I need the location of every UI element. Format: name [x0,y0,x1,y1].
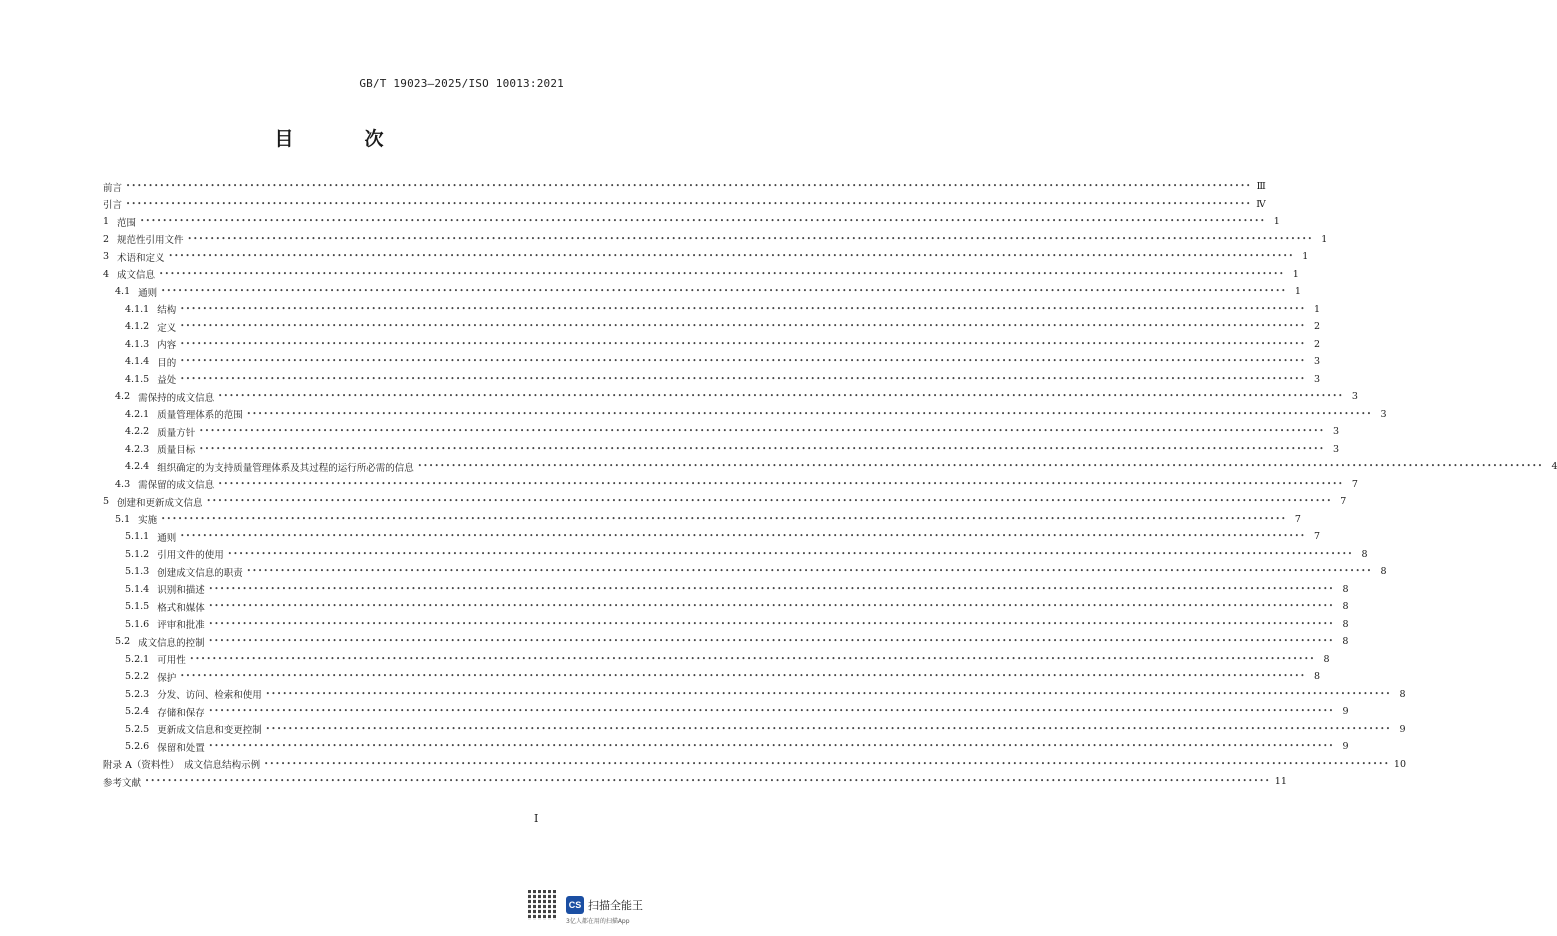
toc-entry-page: 9 [1342,706,1349,718]
toc-entry-number: 5.2.5 [125,723,150,735]
dot-leader: •••••••••••••••••••••••••••••••••••••••••••••••••••••••••••••••••••••••••••••••••••••••••••••••••••••••••••••••••••••••••••••••••••••••••••••••••••••••••••••••••••••••••••••••••••••••••••••••••••••••• [126,182,1252,191]
dot-leader: •••••••••••••••••••••••••••••••••••••••••••••••••••••••••••••••••••••••••••••••••••••••••••••••••••••••••••••••••••••••••••••••••••••••••••••••••••••••••••••••••••••••••••••••••••••••••••••••••••••••• [218,392,1344,401]
dot-leader: •••••••••••••••••••••••••••••••••••••••••••••••••••••••••••••••••••••••••••••••••••••••••••••••••••••••••••••••••••••••••••••••••••••••••••••••••••••••••••••••••••••••••••••••••••••••••••••••••••••••• [208,742,1335,751]
dot-leader: •••••••••••••••••••••••••••••••••••••••••••••••••••••••••••••••••••••••••••••••••••••••••••••••••••••••••••••••••••••••••••••••••••••••••••••••••••••••••••••••••••••••••••••••••••••••••••••••••••••••• [208,602,1335,611]
toc-entry[interactable] [103,336,1320,354]
dot-leader: •••••••••••••••••••••••••••••••••••••••••••••••••••••••••••••••••••••••••••••••••••••••••••••••••••••••••••••••••••••••••••••••••••••••••••••••••••••••••••••••••••••••••••••••••••••••••••••••••••••••• [218,479,1344,488]
dot-leader: •••••••••••••••••••••••••••••••••••••••••••••••••••••••••••••••••••••••••••••••••••••••••••••••••••••••••••••••••••••••••••••••••••••••••••••••••••••••••••••••••••••••••••••••••••••••••••••••••••••••• [180,339,1306,348]
dot-leader: •••••••••••••••••••••••••••••••••••••••••••••••••••••••••••••••••••••••••••••••••••••••••••••••••••••••••••••••••••••••••••••••••••••••••••••••••••••••••••••••••••••••••••••••••••••••••••••••••••••••• [180,672,1306,681]
camscanner-logo-icon: CS [566,896,584,914]
dot-leader: •••••••••••••••••••••••••••••••••••••••••••••••••••••••••••••••••••••••••••••••••••••••••••••••••••••••••••••••••••••••••••••••••••••••••••••••••••••••••••••••••••••••••••••••••••••••••••••••••••••••• [180,357,1306,366]
toc-entry[interactable] [103,196,1266,214]
dot-leader: •••••••••••••••••••••••••••••••••••••••••••••••••••••••••••••••••••••••••••••••••••••••••••••••••••••••••••••••••••••••••••••••••••••••••••••••••••••••••••••••••••••••••••••••••••••••••••••••••••••••• [227,549,1354,558]
dot-leader: •••••••••••••••••••••••••••••••••••••••••••••••••••••••••••••••••••••••••••••••••••••••••••••••••••••••••••••••••••••••••••••••••••••••••••••••••••••••••••••••••••••••••••••••••••••••••••••••••••••••• [246,567,1373,576]
toc-entry-number: 5.2.6 [125,741,150,753]
toc-entry[interactable] [103,266,1299,284]
toc-entry-label: 分发、访问、检索和使用 [157,690,262,702]
scanner-tagline: 3亿人都在用的扫描App [566,918,630,925]
toc-entry-label: 成文信息 [117,270,156,282]
toc-entry[interactable] [103,213,1280,231]
toc-entry[interactable] [103,546,1368,564]
toc-entry-label: 创建和更新成文信息 [117,497,203,509]
toc-entry-page: 8 [1313,671,1320,683]
toc-entry-number: 5.2.4 [125,706,150,718]
dot-leader: •••••••••••••••••••••••••••••••••••••••••••••••••••••••••••••••••••••••••••••••••••••••••••••••••••••••••••••••••••••••••••••••••••••••••••••••••••••••••••••••••••••••••••••••••••••••••••••••••••••••• [199,444,1325,453]
toc-entry[interactable] [103,441,1339,459]
dot-leader: •••••••••••••••••••••••••••••••••••••••••••••••••••••••••••••••••••••••••••••••••••••••••••••••••••••••••••••••••••••••••••••••••••••••••••••••••••••••••••••••••••••••••••••••••••••••••••••••••••••••• [189,654,1316,663]
dot-leader: •••••••••••••••••••••••••••••••••••••••••••••••••••••••••••••••••••••••••••••••••••••••••••••••••••••••••••••••••••••••••••••••••••••••••••••••••••••••••••••••••••••••••••••••••••••••••••••••••••••••• [208,637,1335,646]
toc-entry-page: 2 [1313,338,1320,350]
dot-leader: •••••••••••••••••••••••••••••••••••••••••••••••••••••••••••••••••••••••••••••••••••••••••••••••••••••••••••••••••••••••••••••••••••••••••••••••••••••••••••••••••••••••••••••••••••••••••••••••••••••••• [180,532,1306,541]
toc-entry-number: 4.1.1 [125,303,150,315]
dot-leader: •••••••••••••••••••••••••••••••••••••••••••••••••••••••••••••••••••••••••••••••••••••••••••••••••••••••••••••••••••••••••••••••••••••••••••••••••••••••••••••••••••••••••••••••••••••••••••••••••••••••• [161,287,1287,296]
dot-leader: •••••••••••••••••••••••••••••••••••••••••••••••••••••••••••••••••••••••••••••••••••••••••••••••••••••••••••••••••••••••••••••••••••••••••••••••••••••••••••••••••••••••••••••••••••••••••••••••••••••••• [208,707,1335,716]
toc-entry-page: 10 [1393,758,1407,770]
toc-entry-page: 2 [1313,321,1320,333]
toc-entry[interactable] [103,231,1328,249]
toc-entry-number: 4 [103,268,110,280]
dot-leader: •••••••••••••••••••••••••••••••••••••••••••••••••••••••••••••••••••••••••••••••••••••••••••••••••••••••••••••••••••••••••••••••••••••••••••••••••••••••••••••••••••••••••••••••••••••••••••••••••••••••• [180,304,1306,313]
toc-entry-page: 7 [1313,531,1320,543]
toc-entry[interactable] [103,476,1358,494]
toc-entry-label: 可用性 [157,655,186,667]
page-title: 目 次 [274,128,410,150]
toc-entry-label: 定义 [157,322,177,334]
toc-entry-number: 5.2.2 [125,671,150,683]
toc-entry-number: 5 [103,496,110,508]
toc-entry[interactable] [103,668,1320,686]
toc-entry[interactable] [103,738,1349,756]
toc-entry-number: 5.1 [115,513,131,525]
toc-entry-page: 8 [1342,583,1349,595]
toc-entry-number: 1 [103,216,110,228]
dot-leader: •••••••••••••••••••••••••••••••••••••••••••••••••••••••••••••••••••••••••••••••••••••••••••••••••••••••••••••••••••••••••••••••••••••••••••••••••••••••••••••••••••••••••••••••••••••••••••••••••••••••• [417,462,1544,471]
toc-entry-page: 7 [1351,478,1358,490]
toc-entry-page: 9 [1399,723,1406,735]
toc-entry-page: 9 [1342,741,1349,753]
toc-entry-label: 前言 [103,182,123,194]
toc-entry-label: 需保持的成文信息 [138,392,215,404]
toc-entry-label: 引用文件的使用 [157,550,224,562]
page-number: I [534,812,539,825]
toc-entry[interactable] [103,756,1407,774]
toc-entry-page: 3 [1313,373,1320,385]
toc-entry-page: 3 [1332,426,1339,438]
toc-entry-number: 4.1 [115,286,131,298]
toc-entry-page: Ⅳ [1256,198,1266,210]
qr-code-icon [528,890,558,920]
dot-leader: •••••••••••••••••••••••••••••••••••••••••••••••••••••••••••••••••••••••••••••••••••••••••••••••••••••••••••••••••••••••••••••••••••••••••••••••••••••••••••••••••••••••••••••••••••••••••••••••••••••••• [246,409,1373,418]
toc-entry-number: 4.2.1 [125,408,150,420]
toc-entry-page: 1 [1294,286,1301,298]
dot-leader: •••••••••••••••••••••••••••••••••••••••••••••••••••••••••••••••••••••••••••••••••••••••••••••••••••••••••••••••••••••••••••••••••••••••••••••••••••••••••••••••••••••••••••••••••••••••••••••••••••••••• [265,724,1392,733]
toc-entry-page: 1 [1273,216,1280,228]
toc-entry-page: 3 [1380,408,1387,420]
toc-entry-page: 1 [1292,268,1299,280]
toc-entry-page: 1 [1321,233,1328,245]
dot-leader: •••••••••••••••••••••••••••••••••••••••••••••••••••••••••••••••••••••••••••••••••••••••••••••••••••••••••••••••••••••••••••••••••••••••••••••••••••••••••••••••••••••••••••••••••••••••••••••••••••••••• [265,689,1392,698]
dot-leader: •••••••••••••••••••••••••••••••••••••••••••••••••••••••••••••••••••••••••••••••••••••••••••••••••••••••••••••••••••••••••••••••••••••••••••••••••••••••••••••••••••••••••••••••••••••••••••••••••••••••• [187,234,1314,243]
toc-entry[interactable] [103,651,1330,669]
toc-entry-number: 4.1.3 [125,338,150,350]
toc-entry-number: 4.3 [115,478,131,490]
toc-entry-label: 实施 [138,515,158,527]
toc-entry-page: 8 [1323,653,1330,665]
toc-entry-label: 存储和保存 [157,707,205,719]
dot-leader: •••••••••••••••••••••••••••••••••••••••••••••••••••••••••••••••••••••••••••••••••••••••••••••••••••••••••••••••••••••••••••••••••••••••••••••••••••••••••••••••••••••••••••••••••••••••••••••••••••••••• [180,322,1306,331]
toc-entry-page: 8 [1342,636,1349,648]
toc-entry[interactable] [103,721,1406,739]
toc-entry-label: 评审和批准 [157,620,205,632]
toc-entry[interactable] [103,493,1347,511]
toc-entry-label: 质量管理体系的范围 [157,410,243,422]
toc-entry-number: 2 [103,233,110,245]
toc-entry-page: 8 [1361,548,1368,560]
toc-entry-label: 保护 [157,672,177,684]
toc-entry[interactable] [103,528,1320,546]
toc-entry-label: 需保留的成文信息 [138,480,215,492]
toc-entry-page: 8 [1399,688,1406,700]
toc-entry[interactable] [103,598,1349,616]
toc-entry-page: 7 [1340,496,1347,508]
toc-entry[interactable] [103,581,1349,599]
toc-entry[interactable] [103,563,1387,581]
toc-entry-label: 参考文献 [103,777,142,789]
toc-entry-label: 保留和处置 [157,742,205,754]
toc-entry-number: 4.2.2 [125,426,150,438]
toc-entry-page: 8 [1342,618,1349,630]
toc-entry-page: Ⅲ [1256,181,1266,193]
dot-leader: •••••••••••••••••••••••••••••••••••••••••••••••••••••••••••••••••••••••••••••••••••••••••••••••••••••••••••••••••••••••••••••••••••••••••••••••••••••••••••••••••••••••••••••••••••••••••••••••••••••••• [199,427,1325,436]
toc-entry[interactable] [103,388,1358,406]
toc-entry-page: 1 [1313,303,1320,315]
toc-entry-page: 3 [1332,443,1339,455]
toc-entry-label: 组织确定的为支持质量管理体系及其过程的运行所必需的信息 [157,462,414,474]
toc-entry-page: 3 [1313,356,1320,368]
dot-leader: •••••••••••••••••••••••••••••••••••••••••••••••••••••••••••••••••••••••••••••••••••••••••••••••••••••••••••••••••••••••••••••••••••••••••••••••••••••••••••••••••••••••••••••••••••••••••••••••••••••••• [161,514,1287,523]
toc-entry[interactable] [103,458,1557,476]
toc-entry[interactable] [103,248,1309,266]
toc-entry[interactable] [103,283,1301,301]
toc-entry[interactable] [103,353,1320,371]
table-of-contents [103,178,1557,791]
toc-entry-page: 4 [1551,461,1557,473]
toc-entry-label: 结构 [157,305,177,317]
toc-entry-number: 4.1.4 [125,356,150,368]
toc-entry-label: 范围 [117,217,137,229]
toc-entry-number: 5.1.4 [125,583,150,595]
standard-number-header: GB/T 19023—2025/ISO 10013:2021 [359,77,564,90]
toc-entry[interactable] [103,371,1320,389]
dot-leader: •••••••••••••••••••••••••••••••••••••••••••••••••••••••••••••••••••••••••••••••••••••••••••••••••••••••••••••••••••••••••••••••••••••••••••••••••••••••••••••••••••••••••••••••••••••••••••••••••••••••• [208,619,1335,628]
dot-leader: •••••••••••••••••••••••••••••••••••••••••••••••••••••••••••••••••••••••••••••••••••••••••••••••••••••••••••••••••••••••••••••••••••••••••••••••••••••••••••••••••••••••••••••••••••••••••••••••••••••••• [145,777,1271,786]
toc-entry-label: 更新成文信息和变更控制 [157,725,262,737]
dot-leader: •••••••••••••••••••••••••••••••••••••••••••••••••••••••••••••••••••••••••••••••••••••••••••••••••••••••••••••••••••••••••••••••••••••••••••••••••••••••••••••••••••••••••••••••••••••••••••••••••••••••• [140,217,1266,226]
toc-entry-number: 5.1.5 [125,601,150,613]
toc-entry[interactable] [103,406,1387,424]
toc-entry[interactable] [103,511,1301,529]
toc-entry-number: 4.2.3 [125,443,150,455]
toc-entry-number: 5.2.1 [125,653,150,665]
toc-entry-number: 4.2.4 [125,461,150,473]
toc-entry-label: 益处 [157,375,177,387]
toc-entry-label: 识别和描述 [157,585,205,597]
toc-entry-label: 附录 A（资料性） 成文信息结构示例 [103,760,261,772]
dot-leader: •••••••••••••••••••••••••••••••••••••••••••••••••••••••••••••••••••••••••••••••••••••••••••••••••••••••••••••••••••••••••••••••••••••••••••••••••••••••••••••••••••••••••••••••••••••••••••••••••••••••• [180,374,1306,383]
scanner-app-name: 扫描全能王 [588,899,643,912]
toc-entry-number: 5.1.1 [125,531,150,543]
toc-entry[interactable] [103,423,1339,441]
toc-entry-page: 1 [1302,251,1309,263]
toc-entry[interactable] [103,686,1406,704]
toc-entry-number: 5.2.3 [125,688,150,700]
toc-entry-page: 8 [1342,601,1349,613]
toc-entry-number: 5.1.6 [125,618,150,630]
toc-entry-label: 创建成文信息的职责 [157,567,243,579]
toc-entry-number: 5.1.2 [125,548,150,560]
toc-entry[interactable] [103,633,1349,651]
toc-entry[interactable] [103,703,1349,721]
dot-leader: •••••••••••••••••••••••••••••••••••••••••••••••••••••••••••••••••••••••••••••••••••••••••••••••••••••••••••••••••••••••••••••••••••••••••••••••••••••••••••••••••••••••••••••••••••••••••••••••••••••••• [264,759,1390,768]
dot-leader: •••••••••••••••••••••••••••••••••••••••••••••••••••••••••••••••••••••••••••••••••••••••••••••••••••••••••••••••••••••••••••••••••••••••••••••••••••••••••••••••••••••••••••••••••••••••••••••••••••••••• [168,252,1295,261]
toc-entry[interactable] [103,178,1266,196]
toc-entry-number: 4.1.5 [125,373,150,385]
toc-entry-label: 成文信息的控制 [138,637,205,649]
toc-entry-number: 5.1.3 [125,566,150,578]
dot-leader: •••••••••••••••••••••••••••••••••••••••••••••••••••••••••••••••••••••••••••••••••••••••••••••••••••••••••••••••••••••••••••••••••••••••••••••••••••••••••••••••••••••••••••••••••••••••••••••••••••••••• [208,584,1335,593]
toc-entry-label: 质量目标 [157,445,196,457]
toc-entry-number: 4.1.2 [125,321,150,333]
toc-entry-label: 术语和定义 [117,252,165,264]
toc-entry-label: 通则 [157,532,177,544]
dot-leader: •••••••••••••••••••••••••••••••••••••••••••••••••••••••••••••••••••••••••••••••••••••••••••••••••••••••••••••••••••••••••••••••••••••••••••••••••••••••••••••••••••••••••••••••••••••••••••••••••••••••• [126,199,1252,208]
toc-entry[interactable] [103,773,1287,791]
toc-entry-label: 格式和媒体 [157,602,205,614]
toc-entry[interactable] [103,301,1320,319]
toc-entry-page: 8 [1380,566,1387,578]
toc-entry-label: 规范性引用文件 [117,235,184,247]
toc-entry[interactable] [103,616,1349,634]
toc-entry-page: 11 [1274,776,1287,788]
toc-entry-label: 引言 [103,200,123,212]
toc-entry-label: 目的 [157,357,177,369]
toc-entry-page: 3 [1351,391,1358,403]
toc-entry-page: 7 [1294,513,1301,525]
toc-entry-label: 通则 [138,287,158,299]
toc-entry[interactable] [103,318,1320,336]
toc-entry-number: 5.2 [115,636,131,648]
dot-leader: •••••••••••••••••••••••••••••••••••••••••••••••••••••••••••••••••••••••••••••••••••••••••••••••••••••••••••••••••••••••••••••••••••••••••••••••••••••••••••••••••••••••••••••••••••••••••••••••••••••••• [159,269,1285,278]
toc-entry-number: 4.2 [115,391,131,403]
dot-leader: •••••••••••••••••••••••••••••••••••••••••••••••••••••••••••••••••••••••••••••••••••••••••••••••••••••••••••••••••••••••••••••••••••••••••••••••••••••••••••••••••••••••••••••••••••••••••••••••••••••••• [206,497,1333,506]
toc-entry-label: 质量方针 [157,427,196,439]
toc-entry-label: 内容 [157,340,177,352]
toc-entry-number: 3 [103,251,110,263]
